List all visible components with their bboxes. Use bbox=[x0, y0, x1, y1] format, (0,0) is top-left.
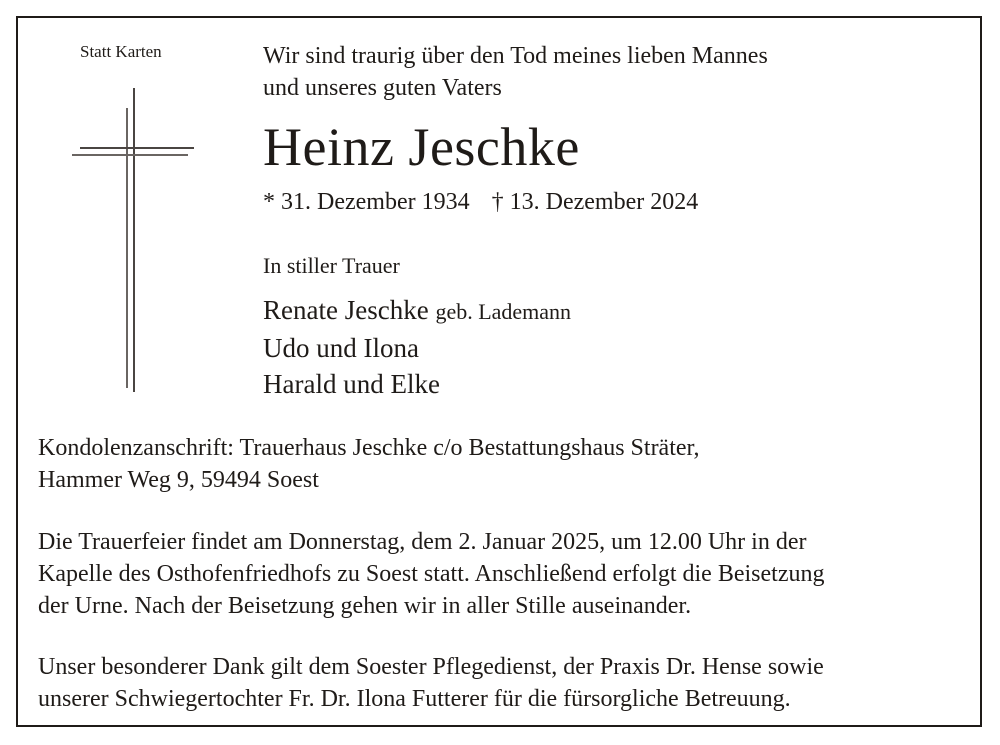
ceremony-line-3: der Urne. Nach der Beisetzung gehen wir in aller Stille auseinander. bbox=[38, 593, 692, 619]
death-date: † 13. Dezember 2024 bbox=[491, 189, 699, 215]
thanks-notice bbox=[38, 651, 824, 715]
life-dates bbox=[263, 187, 698, 217]
condolence-address bbox=[38, 432, 700, 496]
mourner-name: Harald und Elke bbox=[263, 369, 440, 399]
mourner-note: geb. Lademann bbox=[435, 299, 572, 324]
intro-text bbox=[263, 40, 768, 104]
obituary-frame bbox=[16, 16, 982, 727]
intro-line-2: und unseres guten Vaters bbox=[263, 75, 502, 101]
ceremony-line-2: Kapelle des Osthofenfriedhofs zu Soest statt. Anschließend erfolgt die Beisetzung bbox=[38, 561, 825, 587]
intro-line-1: Wir sind traurig über den Tod meines lieben Mannes bbox=[263, 43, 768, 69]
cross-icon bbox=[72, 88, 196, 392]
mourner-item bbox=[263, 292, 571, 330]
mourner-name: Udo und Ilona bbox=[263, 333, 419, 363]
condolence-line-2: Hammer Weg 9, 59494 Soest bbox=[38, 467, 319, 493]
mourners-heading: In stiller Trauer bbox=[263, 253, 400, 278]
ceremony-notice bbox=[38, 526, 824, 622]
ceremony-line-1: Die Trauerfeier findet am Donnerstag, dem 2. Januar 2025, um 12.00 Uhr in der bbox=[38, 529, 807, 555]
mourner-item bbox=[263, 330, 571, 366]
condolence-line-1: Kondolenzanschrift: Trauerhaus Jeschke c/o Bestattungshaus Sträter, bbox=[38, 435, 700, 461]
mourner-item bbox=[263, 366, 571, 402]
thanks-line-1: Unser besonderer Dank gilt dem Soester Pflegedienst, der Praxis Dr. Hense sowie bbox=[38, 654, 824, 680]
thanks-line-2: unserer Schwiegertochter Fr. Dr. Ilona Futterer für die fürsorgliche Betreuung. bbox=[38, 686, 791, 712]
birth-date: * 31. Dezember 1934 bbox=[263, 189, 470, 215]
mourner-name: Renate Jeschke bbox=[263, 295, 429, 325]
statt-karten-label: Statt Karten bbox=[80, 42, 162, 61]
mourners-list bbox=[263, 292, 571, 402]
deceased-name: Heinz Jeschke bbox=[263, 117, 580, 177]
